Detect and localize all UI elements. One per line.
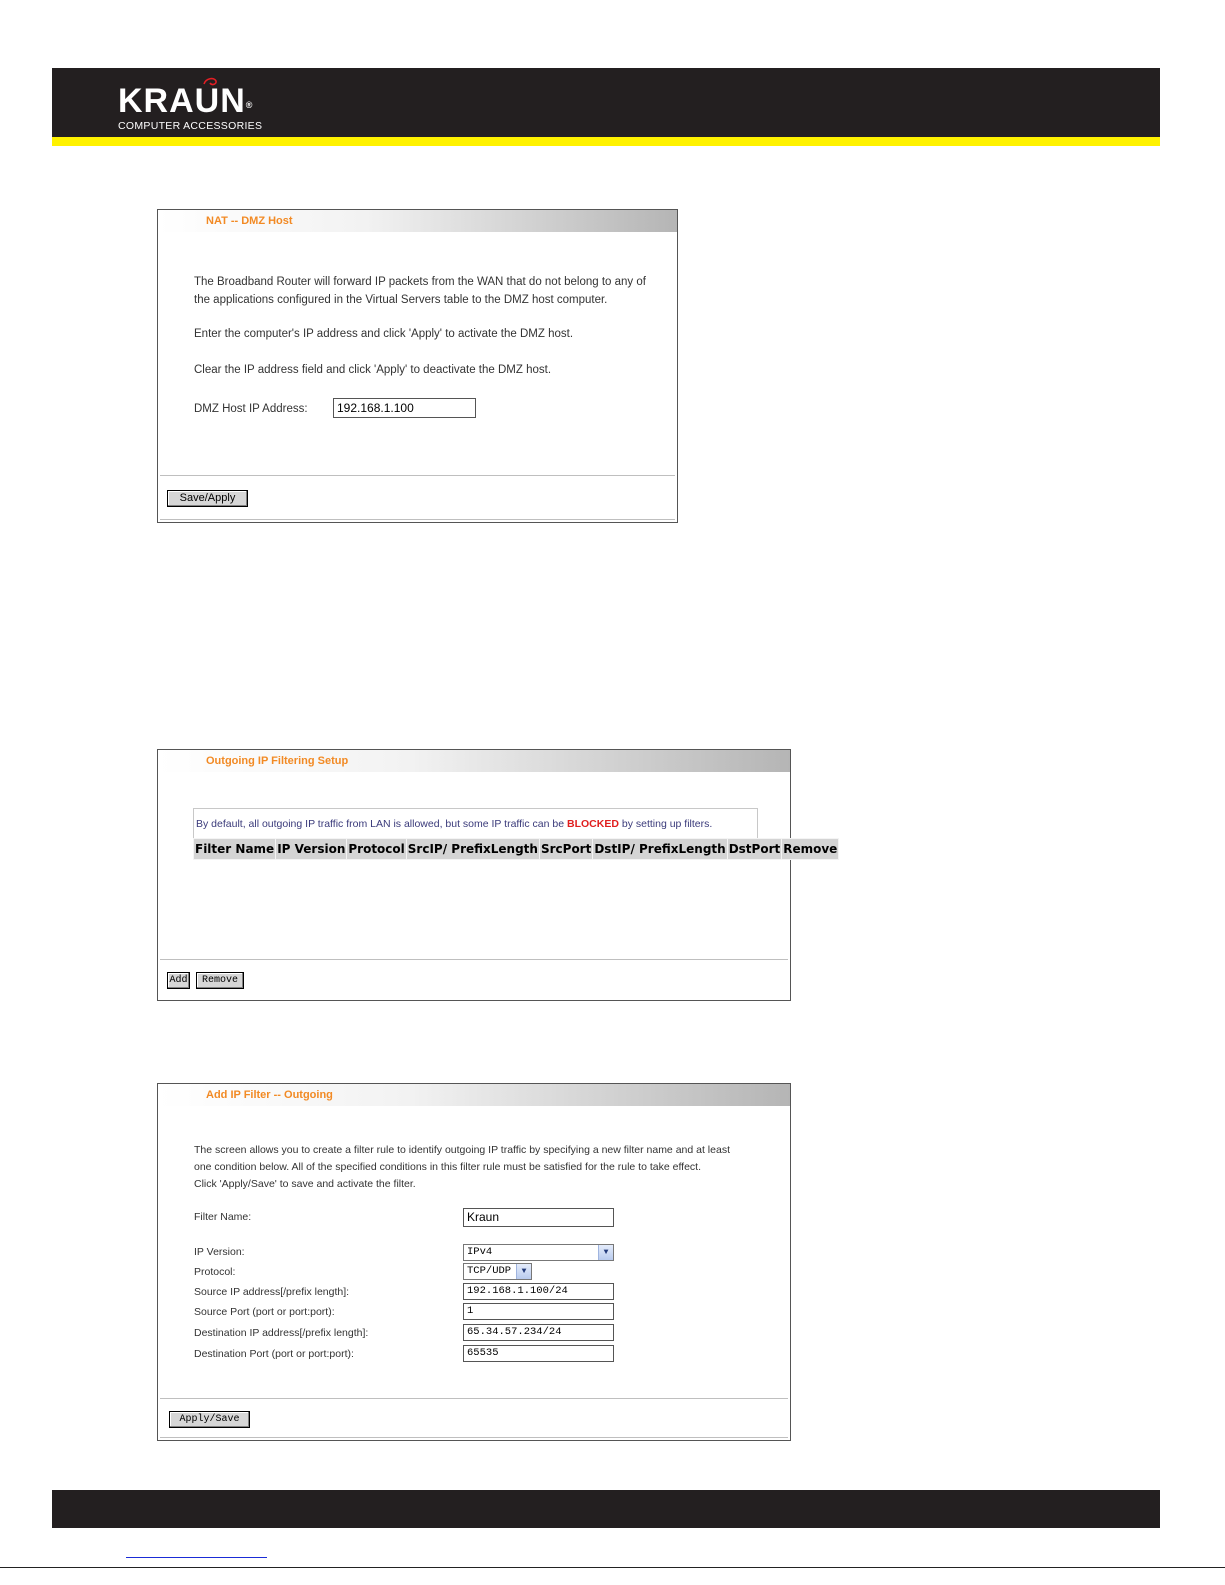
dst-ip-input[interactable]: 65.34.57.234/24 — [463, 1324, 614, 1341]
dmz-activate-text: Enter the computer's IP address and click 'Apply' to activate the DMZ host. — [194, 328, 574, 340]
blocked-text: BLOCKED — [567, 818, 619, 830]
notice-suffix: by setting up filters. — [618, 818, 713, 830]
column-protocol: Protocol — [347, 839, 406, 860]
save-apply-button[interactable]: Save/Apply — [167, 490, 248, 507]
outgoing-filtering-panel — [157, 749, 791, 1001]
add-filter-button[interactable]: Add — [167, 972, 190, 989]
divider — [160, 519, 675, 520]
footer-rule — [0, 1567, 1225, 1568]
dst-port-input[interactable]: 65535 — [463, 1345, 614, 1362]
column-src-port: SrcPort — [539, 839, 592, 860]
dmz-desc-line-2: the applications configured in the Virtual Servers table to the DMZ host computer. — [194, 294, 608, 306]
add-filter-description — [194, 1142, 730, 1193]
footer-link-underline[interactable] — [126, 1557, 267, 1558]
desc-line-3: Click 'Apply/Save' to save and activate the filter. — [194, 1178, 416, 1190]
add-ip-filter-panel — [157, 1083, 791, 1441]
divider — [160, 1437, 788, 1438]
page-footer — [52, 1490, 1160, 1528]
panel-title: Add IP Filter -- Outgoing — [158, 1084, 790, 1106]
header-stripe — [52, 137, 1160, 146]
dmz-desc-line-1: The Broadband Router will forward IP packets from the WAN that do not belong to any of — [194, 276, 646, 288]
dst-ip-label: Destination IP address[/prefix length]: — [194, 1327, 369, 1339]
panel-title: NAT -- DMZ Host — [158, 210, 677, 232]
protocol-label: Protocol: — [194, 1266, 236, 1278]
dmz-ip-input[interactable]: 192.168.1.100 — [333, 398, 476, 418]
dmz-ip-label: DMZ Host IP Address: — [194, 403, 308, 415]
src-ip-input[interactable]: 192.168.1.100/24 — [463, 1283, 614, 1300]
ip-version-value: IPv4 — [467, 1246, 493, 1258]
kraun-logo — [118, 84, 262, 132]
notice-text: By default, all outgoing IP traffic from LAN is allowed, but some IP traffic can be — [196, 818, 568, 830]
divider — [160, 959, 788, 960]
chevron-down-icon[interactable]: ▼ — [598, 1245, 613, 1260]
protocol-value: TCP/UDP — [467, 1265, 512, 1277]
src-port-label: Source Port (port or port:port): — [194, 1306, 335, 1318]
dmz-description — [194, 273, 674, 309]
ip-version-select[interactable] — [463, 1244, 614, 1261]
column-dst-port: DstPort — [727, 839, 782, 860]
desc-line-2: one condition below. All of the specified conditions in this filter rule must be satisfied for the rule to take effect. — [194, 1161, 702, 1173]
filters-table — [193, 838, 839, 860]
filter-name-input[interactable]: Kraun — [463, 1208, 614, 1227]
divider — [160, 475, 675, 476]
logo-tagline: COMPUTER ACCESSORIES — [118, 120, 263, 132]
filter-name-label: Filter Name: — [194, 1211, 252, 1223]
column-dst-ip: DstIP/ PrefixLength — [593, 839, 727, 860]
column-filter-name: Filter Name — [194, 839, 276, 860]
apply-save-button[interactable]: Apply/Save — [169, 1411, 250, 1428]
dmz-host-panel — [157, 209, 678, 523]
dmz-deactivate-text: Clear the IP address field and click 'Apply' to deactivate the DMZ host. — [194, 364, 552, 376]
dst-port-label: Destination Port (port or port:port): — [194, 1348, 354, 1360]
divider — [160, 1398, 788, 1399]
src-ip-label: Source IP address[/prefix length]: — [194, 1286, 350, 1298]
filter-notice — [193, 808, 758, 838]
chevron-down-icon[interactable]: ▼ — [516, 1264, 531, 1279]
table-header-row — [194, 839, 839, 860]
panel-title: Outgoing IP Filtering Setup — [158, 750, 790, 772]
src-port-input[interactable]: 1 — [463, 1303, 614, 1320]
protocol-select[interactable] — [463, 1263, 532, 1280]
desc-line-1: The screen allows you to create a filter rule to identify outgoing IP traffic by specifying a new filter name and at least — [194, 1144, 730, 1156]
ip-version-label: IP Version: — [194, 1246, 245, 1258]
column-ip-version: IP Version — [276, 839, 347, 860]
remove-filter-button[interactable]: Remove — [196, 972, 244, 989]
column-remove: Remove — [782, 839, 839, 860]
column-src-ip: SrcIP/ PrefixLength — [406, 839, 539, 860]
swirl-icon — [202, 76, 220, 88]
logo-wordmark: KRAUN® — [118, 82, 254, 120]
